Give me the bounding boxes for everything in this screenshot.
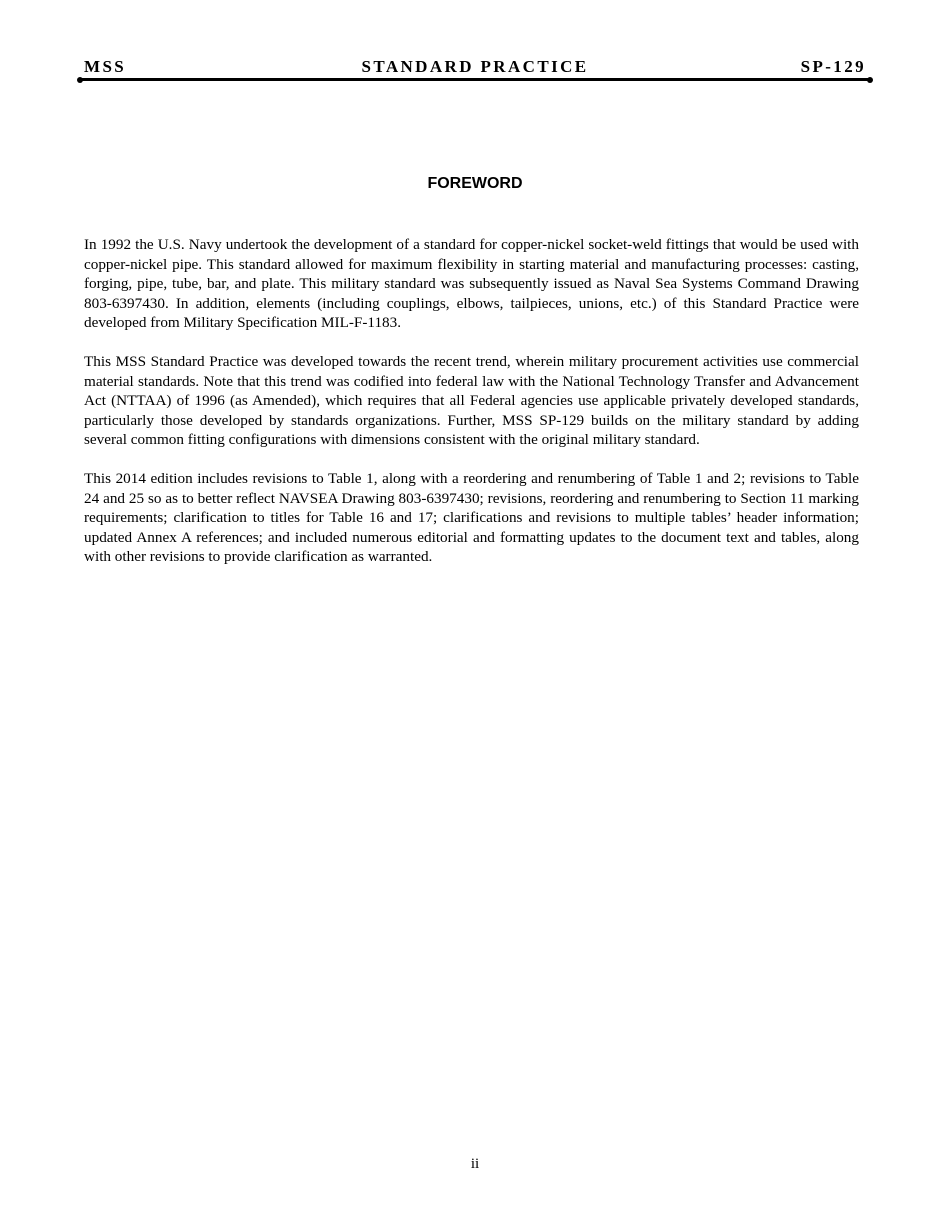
- page-title: FOREWORD: [427, 175, 523, 192]
- header-organization: MSS: [84, 57, 127, 76]
- page-number: ii: [470, 1156, 480, 1172]
- page-header: [84, 57, 866, 79]
- header-document-type: STANDARD PRACTICE: [361, 57, 589, 76]
- rule-left-endpoint: [77, 77, 83, 83]
- header-document-number: SP-129: [800, 57, 866, 76]
- paragraph-trend: This MSS Standard Practice was developed towards the recent trend, wherein military procurement activities use commercial material standards. Note that this trend was codified into federal law with the National Technology Transfer and Advancement Act (NTTAA) of 1996 (as Amended), which requires that all Federal agencies use applicable privately developed standards, particularly those developed by standards organizations. Further, MSS SP-129 builds on the military standard by adding several common fitting configurations with dimensions consistent with the original military standard.: [84, 352, 859, 449]
- foreword-body: [84, 235, 859, 586]
- paragraph-edition: This 2014 edition includes revisions to Table 1, along with a reordering and renumbering of Table 1 and 2; revisions to Table 24 and 25 so as to better reflect NAVSEA Drawing 803-6397430; revisions, reordering and renumbering to Section 11 marking requirements; clarification to titles for Table 16 and 17; clarifications and revisions to multiple tables’ header information; updated Annex A references; and included numerous editorial and formatting updates to the document text and tables, along with other revisions to provide clarification as warranted.: [84, 469, 859, 566]
- paragraph-history: In 1992 the U.S. Navy undertook the development of a standard for copper-nickel socket-weld fittings that would be used with copper-nickel pipe. This standard allowed for maximum flexibility in starting material and manufacturing processes: casting, forging, pipe, tube, bar, and plate. This military standard was subsequently issued as Naval Sea Systems Command Drawing 803-6397430. In addition, elements (including couplings, elbows, tailpieces, unions, etc.) of this Standard Practice were developed from Military Specification MIL-F-1183.: [84, 236, 859, 332]
- rule-right-endpoint: [867, 77, 873, 83]
- header-rule: [80, 78, 870, 81]
